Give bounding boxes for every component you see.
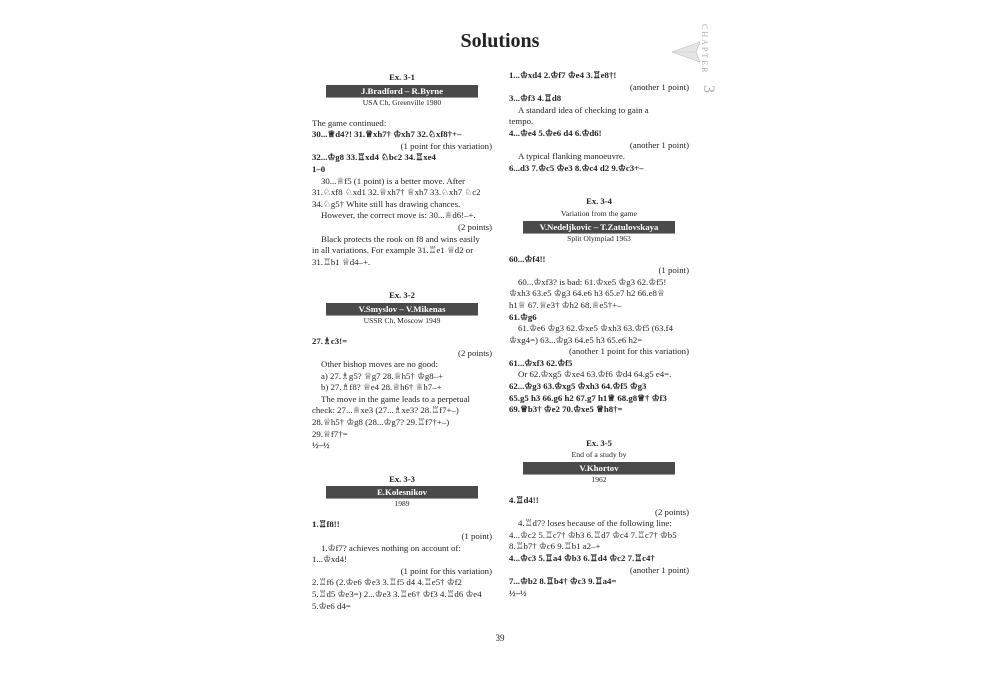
points-note: (1 point for this variation) xyxy=(400,140,492,151)
exercise-heading: Ex. 3-4 xyxy=(586,196,612,207)
event-label: USA Ch, Greenville 1980 xyxy=(362,97,442,107)
points-note: (2 points) xyxy=(458,347,492,358)
text-line: 30...♕f5 (1 point) is a better move. After xyxy=(321,175,465,186)
text-line: The move in the game leads to a perpetual xyxy=(321,393,471,404)
event-label: 1989 xyxy=(394,499,410,509)
move-line: 32...♔g8 33.♖xd4 ♘bc2 34.♖xe4 xyxy=(312,152,436,163)
page-number: 39 xyxy=(495,633,505,643)
move-line: 61...♔xf3 62.♔f5 xyxy=(509,357,573,368)
text-line: 5.♔e6 d4= xyxy=(312,600,351,611)
move-line: 4...♔e4 5.♔e6 d4 6.♔d6! xyxy=(509,127,602,138)
text-line: 29.♕f7†= xyxy=(312,428,348,439)
players-banner: E.Kolesnikov xyxy=(326,486,478,498)
move-line: 1.♖f8!! xyxy=(312,519,340,530)
page-title: Solutions xyxy=(460,30,540,52)
event-label: USSR Ch, Moscow 1949 xyxy=(363,315,441,325)
text-line: Or 62.♔xg5 ♔xe4 63.♔f6 ♔d4 64.g5 e4=. xyxy=(518,369,672,380)
points-note: (2 points) xyxy=(458,221,492,232)
text-line: A standard idea of checking to gain a xyxy=(518,104,649,115)
text-line: 34.♘g5† White still has drawing chances. xyxy=(312,198,461,209)
points-note: (1 point) xyxy=(658,265,689,276)
exercise-subheading: End of a study by xyxy=(571,450,627,460)
move-line: 30...♕d4?! 31.♕xh7† ♔xh7 32.♘xf8†+– xyxy=(312,129,462,140)
text-line: 1.♔f7? achieves nothing on account of: xyxy=(321,542,461,553)
points-note: (another 1 point) xyxy=(629,139,689,150)
exercise-heading: Ex. 3-5 xyxy=(586,437,612,448)
text-line: However, the correct move is: 30...♕d6!–+. xyxy=(321,210,476,221)
result-line: ½–½ xyxy=(509,587,527,598)
text-line: ♔xh3 63.e5 ♔g3 64.e6 h3 65.e7 h2 66.e8♕ xyxy=(509,288,665,299)
text-line: tempo. xyxy=(509,116,534,127)
move-line: 60...♔f4!! xyxy=(509,253,546,264)
text-line: 8.♖b7† ♔c6 9.♖b1 a2–+ xyxy=(509,541,601,552)
move-line: 3...♔f3 4.♖d8 xyxy=(509,93,562,104)
text-line: 31.♘xf8 ♘xd1 32.♕xh7† ♕xh7 33.♘xh7 ♘c2 xyxy=(312,187,481,198)
players-banner: V.Smyslov – V.Mikenas xyxy=(326,303,478,315)
move-line: 4...♔c3 5.♖a4 ♔b3 6.♖d4 ♔c2 7.♖c4† xyxy=(509,553,655,563)
text-line: 5.♖d5 ♔e3=) 2...♔e3 3.♖e6† ♔f3 4.♖d6 ♔e4 xyxy=(312,589,482,599)
exercise-heading: Ex. 3-2 xyxy=(389,290,415,301)
move-line: 61.♔g6 xyxy=(509,311,537,322)
exercise-heading: Ex. 3-1 xyxy=(389,72,415,82)
exercise-heading: Ex. 3-3 xyxy=(389,473,415,484)
move-line: 69.♕b3† ♔e2 70.♔xe5 ♕h8†= xyxy=(509,404,623,415)
points-note: (another 1 point for this variation) xyxy=(569,346,689,357)
text-line: 4.♖d7? loses because of the following line: xyxy=(518,518,672,529)
left-column xyxy=(312,70,492,612)
text-line: h1♕ 67.♕e3† ♔h2 68.♕e5†+– xyxy=(509,299,622,310)
text-line: A typical flanking manoeuvre. xyxy=(518,151,625,162)
text-line: b) 27.♗f8? ♕e4 28.♕h6† ♕h7–+ xyxy=(321,382,442,393)
event-label: 1962 xyxy=(591,475,607,485)
text-line: 2.♖f6 (2.♔e6 ♔e3 3.♖f5 d4 4.♖e5† ♔f2 xyxy=(312,577,462,588)
players-banner: V.Khortov xyxy=(523,462,675,474)
text-line: 60...♔xf3? is bad: 61.♔xe5 ♔g3 62.♔f5! xyxy=(518,276,667,287)
players-banner: J.Bradford – R.Byrne xyxy=(326,85,478,97)
text-line: 28.♕h5† ♔g8 (28...♔g7? 29.♖f7†+–) xyxy=(312,417,450,428)
text-line: 31.♖b1 ♕d4–+. xyxy=(312,256,371,267)
text-line: 4...♔c2 5.♖c7† ♔b3 6.♖d7 ♔c4 7.♖c7† ♔b5 xyxy=(509,529,677,540)
text-line: Black protects the rook on f8 and wins easily xyxy=(321,233,480,244)
chapter-number: 3 xyxy=(700,85,717,93)
text-line: Other bishop moves are no good: xyxy=(321,359,439,370)
move-line: 62...♔g3 63.♔xg5 ♔xh3 64.♔f5 ♔g3 xyxy=(509,381,647,392)
text-line: ♔xg4=) 63...♔g3 64.e5 h3 65.e6 h2= xyxy=(509,334,643,345)
text-line: 61.♔e6 ♔g3 62.♔xe5 ♔xh3 63.♔f5 (63.f4 xyxy=(518,323,673,334)
result-line: 1–0 xyxy=(312,163,326,174)
points-note: (another 1 point) xyxy=(629,81,689,92)
move-line: 6...d3 7.♔c5 ♔e3 8.♔c4 d2 9.♔c3+– xyxy=(509,162,644,173)
event-label: Split Olympiad 1963 xyxy=(567,233,631,243)
result-line: ½–½ xyxy=(312,440,330,451)
text-line: The game continued: xyxy=(312,117,387,128)
players-banner: V.Nedeljkovic – T.Zatulovskaya xyxy=(523,221,675,233)
right-column xyxy=(509,70,689,599)
points-note: (another 1 point) xyxy=(629,564,689,575)
points-note: (1 point) xyxy=(461,531,492,542)
text-line: a) 27.♗g5? ♕g7 28.♕h5† ♔g8–+ xyxy=(321,370,444,381)
points-note: (2 points) xyxy=(655,506,689,517)
text-line: in all variations. For example 31.♖e1 ♕d2 or xyxy=(312,245,474,256)
points-note: (1 point for this variation) xyxy=(400,565,492,576)
move-line: 65.g5 h3 66.g6 h2 67.g7 h1♕ 68.g8♕† ♔f3 xyxy=(509,392,667,403)
text-line: check: 27...♕xe3 (27...♗xe3? 28.♖f7+–) xyxy=(312,405,459,416)
move-line: 7...♔b2 8.♖b4† ♔c3 9.♖a4= xyxy=(509,576,617,587)
exercise-subheading: Variation from the game xyxy=(561,208,637,218)
move-line: 4.♖d4!! xyxy=(509,495,539,506)
text-line: 1...♔xd4! xyxy=(312,554,348,565)
move-line: 27.♗c3!= xyxy=(312,335,348,346)
move-line: 1...♔xd4 2.♔f7 ♔e4 3.♖e8†! xyxy=(509,70,617,80)
chapter-label: CHAPTER xyxy=(700,24,709,75)
